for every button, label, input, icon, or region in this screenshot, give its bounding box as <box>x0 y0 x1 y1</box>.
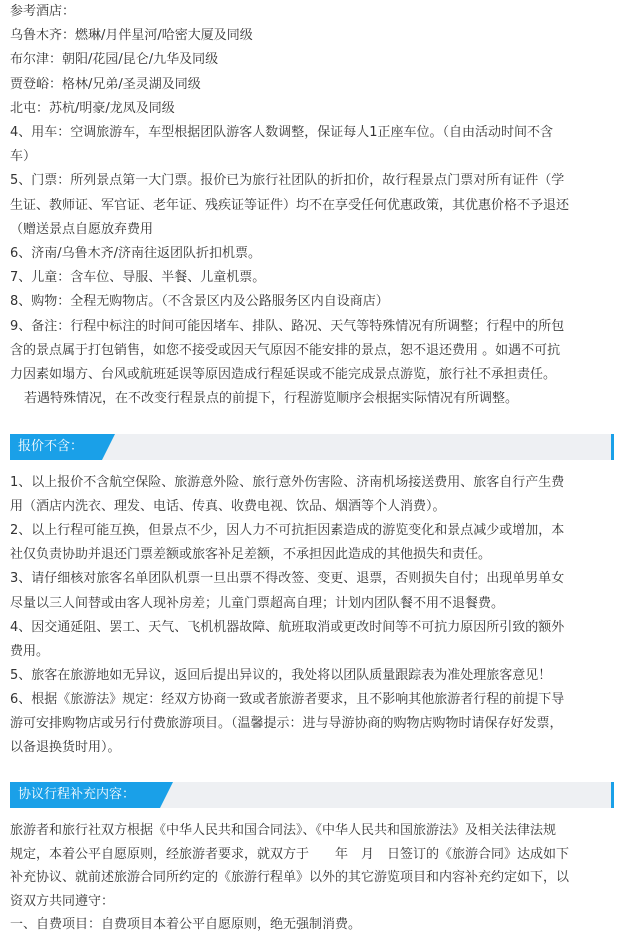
text-line: 布尔津：朝阳/花园/昆仑/九华及同级 <box>10 52 219 68</box>
text-line: 力因素如塌方、台风或航班延误等原因造成行程延误或不能完成景点游览，旅行社不承担责任。 <box>10 367 557 382</box>
text-line: 尽量以三人间替或由客人现补房差；儿童门票超高自理；计划内团队餐不用不退餐费。 <box>10 595 505 611</box>
text-line: 一、自费项目：自费项目本着公平自愿原则，绝无强制消费。 <box>10 917 362 932</box>
header-accent <box>611 782 614 808</box>
text-line: 4、因交通延阻、罢工、天气、飞机机器故障、航班取消或更改时间等不可抗力原因所引致的额外 <box>10 619 565 635</box>
text-line: 1、以上报价不含航空保险、旅游意外险、旅行意外伤害险、济南机场接送费用、旅客自行产生费 <box>10 475 565 490</box>
text-line: 以备退换货时用）。 <box>10 740 121 756</box>
section-title: 报价不含： <box>10 434 102 460</box>
text-line: 车） <box>10 149 37 165</box>
text-line: 规定，本着公平自愿原则，经旅游者要求，就双方于 年 月 日签订的《旅游合同》达成如下 <box>10 846 570 862</box>
text-line: 费用。 <box>10 643 50 659</box>
text-line: 5、门票：所列景点第一大门票。报价已为旅行社团队的折扣价，故行程景点门票对所有证件（学 <box>10 173 565 189</box>
text-line: 6、根据《旅游法》规定：经双方协商一致或者旅游者要求，且不影响其他旅游者行程的前提下导 <box>10 691 565 707</box>
section-header-supplement <box>10 782 614 808</box>
text-line: 6、济南/乌鲁木齐/济南往返团队折扣机票。 <box>10 246 262 261</box>
text-line: 5、旅客在旅游地如无异议，返回后提出异议的，我处将以团队质量跟踪表为准处理旅客意见！ <box>10 667 552 683</box>
text-line: 北屯：苏杭/明豪/龙凤及同级 <box>10 100 175 116</box>
text-line: 补充协议、就前述旅游合同所约定的《旅游行程单》以外的其它游览项目和内容补充约定如下，以 <box>10 870 570 885</box>
section-header-price-excludes <box>10 434 614 460</box>
text-line: 资双方共同遵守： <box>10 893 115 909</box>
text-line: 7、儿童：含车位、导服、半餐、儿童机票。 <box>10 270 266 286</box>
text-line: 9、备注：行程中标注的时间可能因堵车、排队、路况、天气等特殊情况有所调整；行程中的所包 <box>10 318 565 334</box>
text-line: 参考酒店： <box>10 4 76 19</box>
text-line: 用（酒店内洗衣、理发、电话、传真、收费电视、饮品、烟酒等个人消费）。 <box>10 499 446 515</box>
text-line: 3、请仔细核对旅客名单团队机票一旦出票不得改签、变更、退票，否则损失自付；出现单男单女 <box>10 571 565 587</box>
text-line: 含的景点属于打包销售，如您不接受或因天气原因不能安排的景点，恕不退还费用 。如遇不可抗 <box>10 342 561 358</box>
text-line: 2、以上行程可能互换，但景点不少，因人力不可抗拒因素造成的游览变化和景点减少或增加，本 <box>10 523 565 539</box>
text-line: 旅游者和旅行社双方根据《中华人民共和国合同法》、《中华人民共和国旅游法》及相关法律法规 <box>10 823 557 838</box>
section-title: 协议行程补充内容： <box>10 782 160 808</box>
header-accent <box>611 434 614 460</box>
text-line: 社仅负责协助并退还门票差额或旅客补足差额，不承担因此造成的其他损失和责任。 <box>10 547 492 563</box>
text-line: （赠送景点自愿放弃费用 <box>10 221 154 237</box>
text-line: 贾登峪：格林/兄弟/圣灵湖及同级 <box>10 76 201 92</box>
text-line: 乌鲁木齐：燃琳/月伴星河/哈密大厦及同级 <box>10 28 253 44</box>
text-line: 4、用车：空调旅游车，车型根据团队游客人数调整，保证每人1正座车位。（自由活动时间不含 <box>10 125 554 140</box>
text-line: 游可安排购物店或另行付费旅游项目。（温馨提示：进与导游协商的购物店购物时请保存好发票， <box>10 716 563 731</box>
text-line: 8、购物：全程无购物店。（不含景区内及公路服务区内自设商店） <box>10 294 389 310</box>
text-line: 若遇特殊情况，在不改变行程景点的前提下，行程游览顺序会根据实际情况有所调整。 <box>24 391 519 407</box>
text-line: 生证、教师证、军官证、老年证、残疾证等证件）均不在享受任何优惠政策，其优惠价格不予退还 <box>10 197 570 213</box>
